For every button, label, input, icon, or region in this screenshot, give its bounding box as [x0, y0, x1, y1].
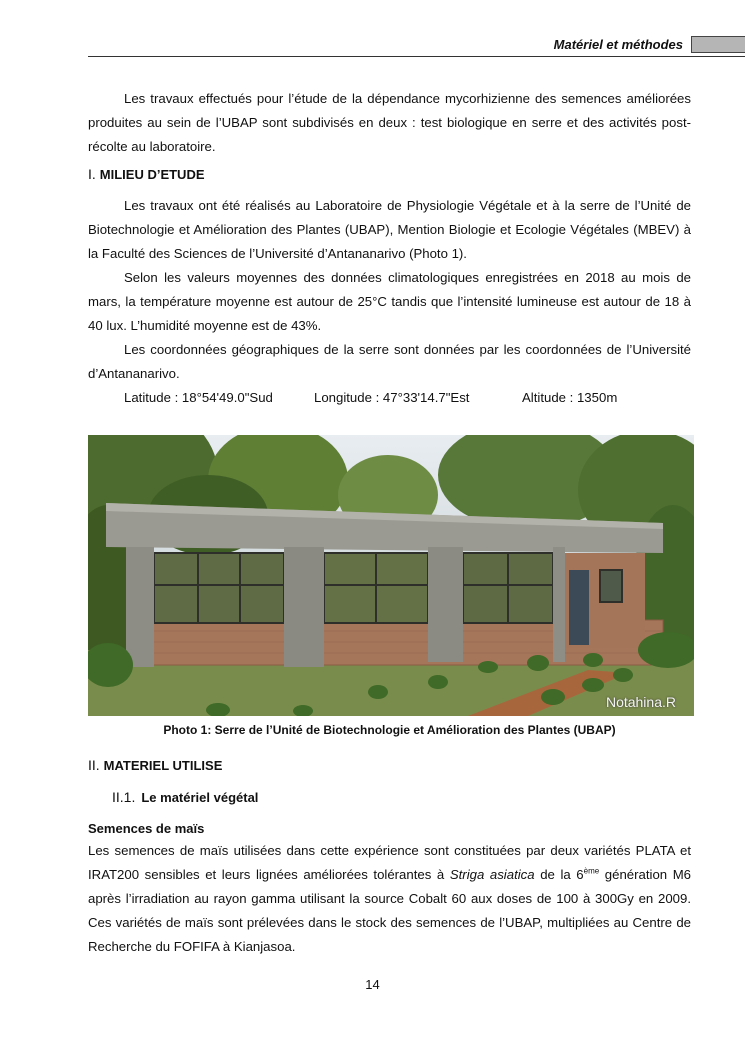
header-rule: [88, 56, 745, 57]
page-number: 14: [365, 977, 380, 992]
maize-text-a: Les semences de maïs utilisées dans cette expérience sont constituées par deux variétés PLATA et IRAT200 sensibles et leurs lignées améliorées tolérantes à: [88, 843, 691, 882]
section-2-title: MATERIEL UTILISE: [103, 758, 223, 773]
section-1-paragraph-1: Les travaux ont été réalisés au Laboratoire de Physiologie Végétale et à la serre de l’Unité de Biotechnologie et Amélioration des Plantes (UBAP), Mention Biologie et Ecologie Végétales (MBEV) à la Faculté des Sciences de l’Université d’Antananarivo (Photo 1).: [88, 198, 691, 261]
subsection-title: Le matériel végétal: [141, 790, 259, 805]
section-1-paragraph-2: Selon les valeurs moyennes des données climatologiques enregistrées en 2018 au mois de mars, la température moyenne est autour de 25°C tandis que l’intensité lumineuse est autour de 18 à 40 lux. L’humidité moyenne est de 43%.: [88, 270, 691, 333]
maize-text-italic: Striga asiatica: [449, 867, 535, 882]
intro-block: [88, 87, 691, 159]
section-1-paragraph-3: Les coordonnées géographiques de la serre sont données par les coordonnées de l’Université d’Antananarivo.: [88, 342, 691, 381]
section-1-number: I.: [88, 166, 96, 182]
maize-text-c: génération M6 après l’irradiation au rayon gamma utilisant la source Cobalt 60 aux doses de 100 à 300Gy en 2009. Ces variétés de maïs sont prélevées dans le stock des semences de l’UBAP, multipliées au Centre de Recherche du FOFIFA à Kianjasoa.: [88, 867, 692, 954]
section-1-heading: [88, 164, 691, 185]
header-grey-box: [691, 36, 745, 53]
section-2-heading: [88, 755, 691, 776]
subsection-2-1-heading: [88, 787, 691, 808]
maize-seeds-title: Semences de maïs: [88, 821, 205, 836]
subsection-number: II.1.: [112, 789, 136, 805]
longitude-text: Longitude : 47°33'14.7"Est: [314, 390, 470, 405]
maize-seeds-heading: [88, 819, 691, 839]
intro-paragraph: Les travaux effectués pour l’étude de la dépendance mycorhizienne des semences améliorées produites au sein de l’UBAP sont subdivisés en deux : test biologique en serre et des activités post-récolte au laboratoire.: [88, 91, 691, 154]
section-2-number: II.: [88, 757, 100, 773]
coordinates-line: [88, 386, 691, 410]
maize-superscript: ème: [583, 866, 600, 876]
section-1-body: [88, 194, 691, 410]
latitude-text: Latitude : 18°54'49.0"Sud: [124, 390, 273, 405]
maize-seeds-paragraph: [88, 839, 691, 959]
photo-watermark: Notahina.R: [605, 694, 676, 710]
section-1-title: MILIEU D’ETUDE: [99, 167, 205, 182]
photo-caption: Photo 1: Serre de l’Unité de Biotechnologie et Amélioration des Plantes (UBAP): [163, 723, 616, 737]
maize-text-b: de la 6: [540, 867, 584, 882]
maize-seeds-body: [88, 839, 691, 959]
running-header-title: Matériel et méthodes: [553, 37, 683, 52]
altitude-text: Altitude : 1350m: [522, 390, 618, 405]
greenhouse-photo: [88, 435, 694, 716]
